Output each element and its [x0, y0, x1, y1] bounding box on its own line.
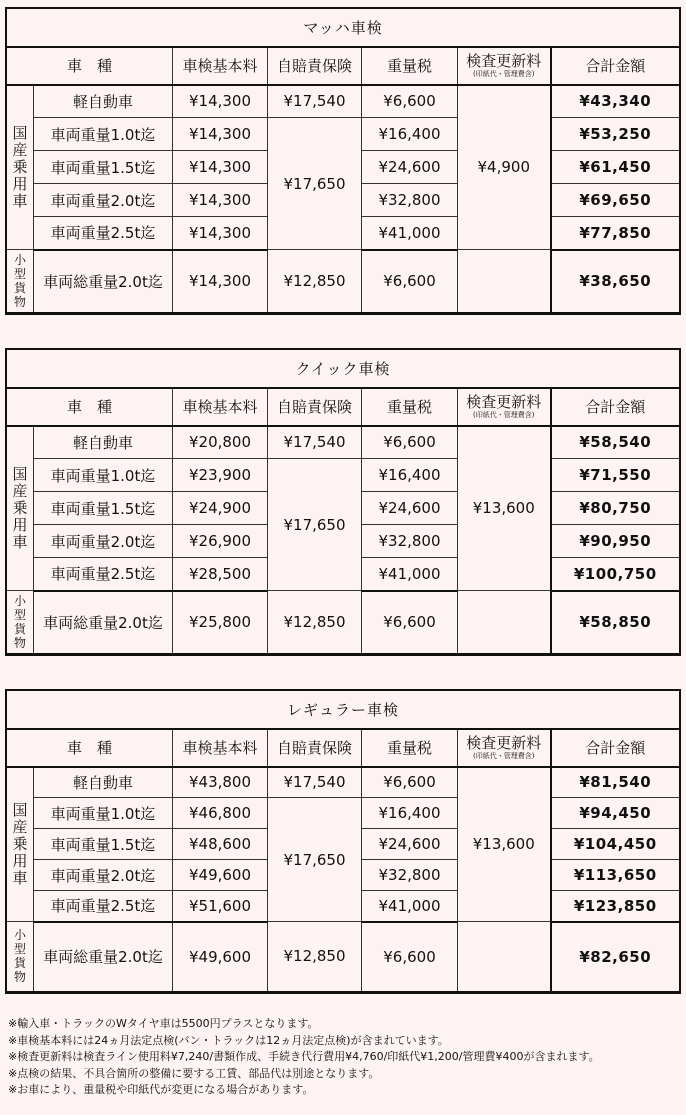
header-total: 合計金額	[551, 729, 680, 767]
renewal-fee: ¥13,600	[458, 767, 551, 922]
total-price: ¥123,850	[551, 891, 680, 922]
header-renewal-fee: 検査更新料 (印紙代・管理費含)	[458, 388, 551, 426]
total-price: ¥90,950	[551, 525, 680, 558]
base-fee: ¥23,900	[173, 459, 268, 492]
renewal-fee: ¥13,600	[458, 426, 551, 591]
weight-tax: ¥41,000	[362, 558, 458, 591]
vehicle-type: 車両総重量2.0t迄	[34, 922, 173, 992]
price-table-mach	[6, 8, 680, 314]
header-vehicle: 車 種	[7, 388, 173, 426]
header-insurance: 自賠責保険	[268, 47, 362, 85]
side-label-small-cargo: 小 型 貨 物	[7, 250, 34, 313]
base-fee: ¥43,800	[173, 767, 268, 798]
header-weight-tax: 重量税	[362, 388, 458, 426]
header-vehicle: 車 種	[7, 47, 173, 85]
table-title: クイック車検	[7, 350, 680, 388]
header-total: 合計金額	[551, 47, 680, 85]
header-insurance: 自賠責保険	[268, 729, 362, 767]
side-label-domestic: 国 産 乗 用 車	[7, 767, 34, 922]
footnote: ※点検の結果、不具合箇所の整備に要する工賃、部品代は別途となります。	[8, 1066, 380, 1080]
total-price: ¥69,650	[551, 184, 680, 217]
total-price: ¥43,340	[551, 85, 680, 118]
vehicle-type: 軽自動車	[34, 767, 173, 798]
weight-tax: ¥24,600	[362, 151, 458, 184]
header-weight-tax: 重量税	[362, 47, 458, 85]
header-base-fee: 車検基本料	[173, 729, 268, 767]
total-price: ¥77,850	[551, 217, 680, 250]
total-price: ¥80,750	[551, 492, 680, 525]
base-fee: ¥14,300	[173, 85, 268, 118]
total-price: ¥58,850	[551, 591, 680, 654]
vehicle-type: 車両重量2.5t迄	[34, 891, 173, 922]
weight-tax: ¥24,600	[362, 829, 458, 860]
base-fee: ¥14,300	[173, 118, 268, 151]
total-price: ¥58,540	[551, 426, 680, 459]
total-price: ¥81,540	[551, 767, 680, 798]
insurance: ¥12,850	[268, 922, 362, 992]
weight-tax: ¥41,000	[362, 891, 458, 922]
header-weight-tax: 重量税	[362, 729, 458, 767]
price-table-regular	[6, 690, 680, 993]
vehicle-type: 車両総重量2.0t迄	[34, 250, 173, 313]
shared-insurance: ¥17,650	[268, 798, 362, 922]
base-fee: ¥46,800	[173, 798, 268, 829]
side-label-small-cargo: 小 型 貨 物	[7, 922, 34, 992]
price-table-quick	[6, 349, 680, 655]
vehicle-type: 車両重量1.0t迄	[34, 118, 173, 151]
renewal-fee-empty	[458, 591, 551, 654]
insurance: ¥12,850	[268, 591, 362, 654]
weight-tax: ¥16,400	[362, 459, 458, 492]
table-title: レギュラー車検	[7, 691, 680, 729]
vehicle-type: 車両重量1.5t迄	[34, 492, 173, 525]
base-fee: ¥24,900	[173, 492, 268, 525]
header-renewal-fee: 検査更新料 (印紙代・管理費含)	[458, 47, 551, 85]
base-fee: ¥48,600	[173, 829, 268, 860]
vehicle-type: 車両重量2.5t迄	[34, 217, 173, 250]
base-fee: ¥14,300	[173, 151, 268, 184]
vehicle-type: 車両重量2.0t迄	[34, 184, 173, 217]
header-vehicle: 車 種	[7, 729, 173, 767]
footnote: ※輸入車・トラックのWタイヤ車は5500円プラスとなります。	[8, 1017, 319, 1030]
vehicle-type: 車両総重量2.0t迄	[34, 591, 173, 654]
base-fee: ¥49,600	[173, 922, 268, 992]
total-price: ¥100,750	[551, 558, 680, 591]
weight-tax: ¥41,000	[362, 217, 458, 250]
base-fee: ¥25,800	[173, 591, 268, 654]
weight-tax: ¥6,600	[362, 426, 458, 459]
weight-tax: ¥32,800	[362, 525, 458, 558]
total-price: ¥82,650	[551, 922, 680, 992]
base-fee: ¥14,300	[173, 184, 268, 217]
side-label-small-cargo: 小 型 貨 物	[7, 591, 34, 654]
total-price: ¥104,450	[551, 829, 680, 860]
base-fee: ¥14,300	[173, 217, 268, 250]
insurance: ¥17,540	[268, 85, 362, 118]
total-price: ¥38,650	[551, 250, 680, 313]
base-fee: ¥20,800	[173, 426, 268, 459]
total-price: ¥94,450	[551, 798, 680, 829]
vehicle-type: 車両重量1.5t迄	[34, 829, 173, 860]
vehicle-type: 車両重量1.5t迄	[34, 151, 173, 184]
renewal-fee-empty	[458, 922, 551, 992]
total-price: ¥113,650	[551, 860, 680, 891]
footnotes	[8, 1016, 680, 1099]
weight-tax: ¥16,400	[362, 798, 458, 829]
weight-tax: ¥6,600	[362, 250, 458, 313]
weight-tax: ¥24,600	[362, 492, 458, 525]
weight-tax: ¥32,800	[362, 184, 458, 217]
total-price: ¥61,450	[551, 151, 680, 184]
vehicle-type: 車両重量2.0t迄	[34, 860, 173, 891]
shared-insurance: ¥17,650	[268, 118, 362, 250]
header-base-fee: 車検基本料	[173, 388, 268, 426]
total-price: ¥53,250	[551, 118, 680, 151]
total-price: ¥71,550	[551, 459, 680, 492]
side-label-domestic: 国 産 乗 用 車	[7, 426, 34, 591]
weight-tax: ¥6,600	[362, 591, 458, 654]
weight-tax: ¥6,600	[362, 85, 458, 118]
header-total: 合計金額	[551, 388, 680, 426]
vehicle-type: 軽自動車	[34, 85, 173, 118]
renewal-fee-empty	[458, 250, 551, 313]
footnote: ※検査更新料は検査ライン使用料¥7,240/書類作成、手続き代行費用¥4,760/印紙代¥1,200/管理費¥400が含まれます。	[8, 1050, 600, 1063]
insurance: ¥17,540	[268, 426, 362, 459]
table-title: マッハ車検	[7, 9, 680, 47]
footnote: ※車検基本料には24ヵ月法定点検(バン・トラックは12ヵ月法定点検)が含まれています。	[8, 1033, 449, 1047]
vehicle-type: 車両重量1.0t迄	[34, 459, 173, 492]
vehicle-type: 車両重量1.0t迄	[34, 798, 173, 829]
vehicle-type: 車両重量2.5t迄	[34, 558, 173, 591]
weight-tax: ¥32,800	[362, 860, 458, 891]
vehicle-type: 軽自動車	[34, 426, 173, 459]
weight-tax: ¥6,600	[362, 922, 458, 992]
insurance: ¥12,850	[268, 250, 362, 313]
header-base-fee: 車検基本料	[173, 47, 268, 85]
base-fee: ¥14,300	[173, 250, 268, 313]
insurance: ¥17,540	[268, 767, 362, 798]
header-renewal-fee: 検査更新料 (印紙代・管理費含)	[458, 729, 551, 767]
vehicle-type: 車両重量2.0t迄	[34, 525, 173, 558]
weight-tax: ¥6,600	[362, 767, 458, 798]
footnote: ※お車により、重量税や印紙代が変更になる場合があります。	[8, 1083, 314, 1096]
base-fee: ¥49,600	[173, 860, 268, 891]
side-label-domestic: 国 産 乗 用 車	[7, 85, 34, 250]
base-fee: ¥51,600	[173, 891, 268, 922]
renewal-fee: ¥4,900	[458, 85, 551, 250]
weight-tax: ¥16,400	[362, 118, 458, 151]
shared-insurance: ¥17,650	[268, 459, 362, 591]
base-fee: ¥26,900	[173, 525, 268, 558]
header-insurance: 自賠責保険	[268, 388, 362, 426]
base-fee: ¥28,500	[173, 558, 268, 591]
